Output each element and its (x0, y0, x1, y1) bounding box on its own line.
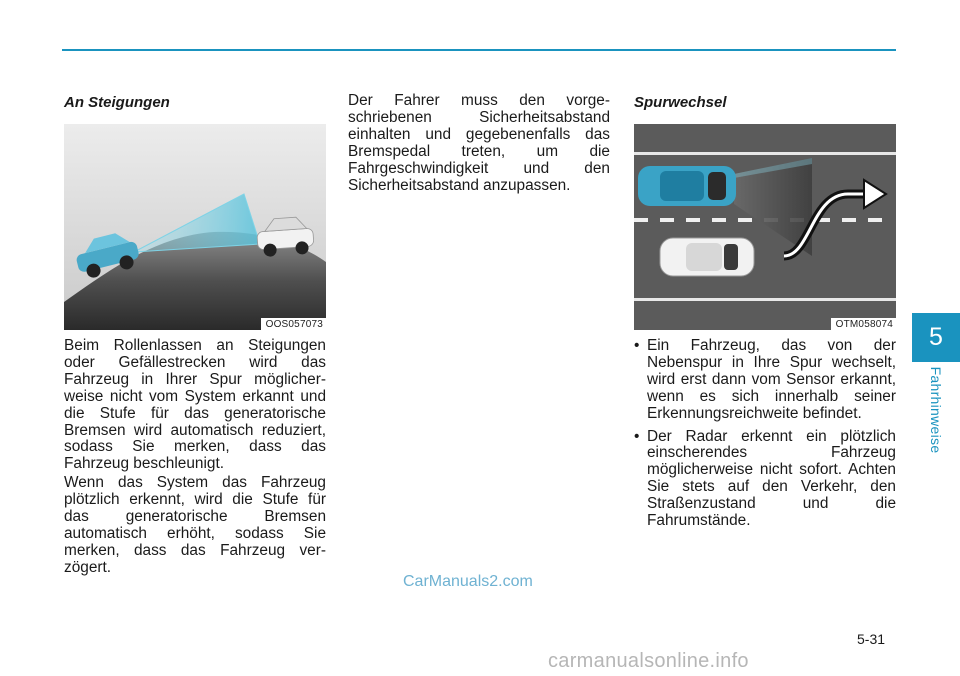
chapter-title: Fahrhinweise (928, 366, 944, 454)
paragraph-uphill-1: Beim Rollenlassen an Steigungen oder Gefällestrecken wird das Fahrzeug in Ihrer Spur möglicher-weise nicht vom System erkannt und die Stufe für das generatorische Bremsen wird automatisch reduziert, sodass Sie merken, dass das Fahrzeug beschleunigt. (64, 337, 326, 473)
watermark-link[interactable]: CarManuals2.com (403, 573, 533, 590)
figure-lane-change (634, 124, 896, 330)
bullet-list (634, 338, 896, 530)
lane-change-text (634, 338, 896, 536)
footer-watermark: carmanualsonline.info (548, 650, 749, 672)
bullet-item: • Ein Fahrzeug, das von der Nebenspur in Ihre Spur wechselt, wird erst dann vom Sensor erkannt, wenn es sich innerhalb seiner Erkennungsreichweite befindet. (634, 338, 896, 423)
chapter-number-tab: 5 (912, 313, 960, 362)
paragraph-distance: Der Fahrer muss den vorge-schriebenen Sicherheitsabstand einhalten und gegebenenfalls das Bremspedal treten, um die Fahrgeschwindigkeit und den Sicherheitsabstand anzupassen. (348, 92, 610, 194)
figure-code-uphill: OOS057073 (261, 318, 326, 330)
lane-change-illustration (634, 124, 896, 330)
paragraph-uphill-2: Wenn das System das Fahrzeug plötzlich erkennt, wird die Stufe für das generatorische Bremsen automatisch erhöht, sodass Sie merken, dass das Fahrzeug ver-zögert. (64, 474, 326, 576)
uphill-illustration (64, 124, 326, 330)
section-heading-lane-change: Spurwechsel (634, 94, 727, 111)
bullet-item: • Der Radar erkennt ein plötzlich einscherendes Fahrzeug möglicherweise nicht sofort. Achten Sie stets auf den Verkehr, den Straßenzustand und die Fahrumstände. (634, 429, 896, 530)
figure-uphill (64, 124, 326, 330)
header-rule (62, 49, 896, 51)
page-number: 5-31 (857, 631, 886, 647)
figure-code-lane-change: OTM058074 (831, 318, 896, 330)
section-heading-uphill: An Steigungen (64, 94, 170, 111)
